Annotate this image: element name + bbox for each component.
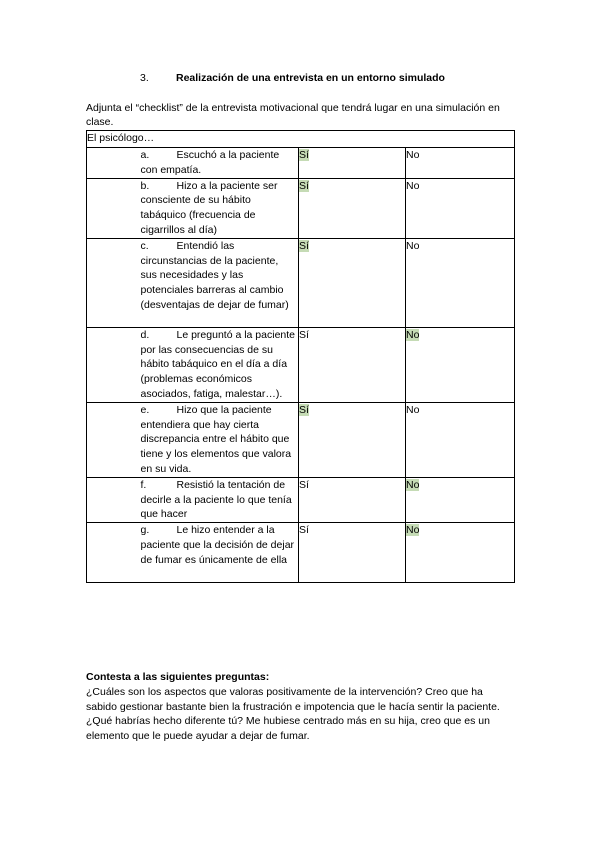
yes-option: Sí bbox=[299, 179, 309, 192]
checklist-row bbox=[87, 148, 515, 179]
checklist-row bbox=[87, 402, 515, 477]
checklist-item-cell bbox=[87, 523, 299, 583]
checklist-header: El psicólogo… bbox=[87, 131, 515, 148]
item-text: Hizo que la paciente entendiera que hay cierta discrepancia entre el hábito que tiene y los elementos que valora en su vida. bbox=[140, 403, 292, 475]
yes-option: Sí bbox=[299, 403, 309, 416]
checklist-item-cell bbox=[87, 178, 299, 238]
checklist-table bbox=[86, 130, 515, 583]
yes-cell bbox=[299, 327, 406, 402]
section-heading bbox=[140, 72, 445, 84]
yes-option: Sí bbox=[299, 478, 309, 491]
no-cell bbox=[406, 523, 515, 583]
yes-option: Sí bbox=[299, 239, 309, 252]
question-2: ¿Qué habrías hecho diferente tú? Me hubiese centrado más en su hija, creo que es un elemento que le puede ayudar a dejar de fumar. bbox=[86, 715, 490, 743]
checklist-item bbox=[141, 148, 297, 178]
checklist-item-cell bbox=[87, 477, 299, 522]
no-cell bbox=[406, 148, 515, 179]
item-text: Escuchó a la paciente con empatía. bbox=[140, 149, 280, 176]
section-number: 3. bbox=[140, 72, 149, 84]
checklist-item bbox=[141, 523, 297, 567]
no-option: No bbox=[406, 328, 420, 341]
checklist-item bbox=[141, 403, 297, 477]
item-letter: a. bbox=[140, 149, 150, 161]
yes-cell bbox=[299, 523, 406, 583]
yes-option: Sí bbox=[299, 328, 309, 341]
no-option: No bbox=[406, 149, 420, 161]
item-text: Hizo a la paciente ser consciente de su hábito tabáquico (frecuencia de cigarrillos al día) bbox=[140, 179, 278, 236]
checklist-header-row bbox=[87, 131, 515, 148]
checklist-row bbox=[87, 178, 515, 238]
yes-cell bbox=[299, 148, 406, 179]
yes-cell bbox=[299, 178, 406, 238]
item-text: Le preguntó a la paciente por las consecuencias de su hábito tabáquico en el día a día (problemas económicos asociados, fatiga, malestar…). bbox=[140, 328, 296, 400]
checklist-item bbox=[141, 179, 297, 238]
yes-cell bbox=[299, 238, 406, 327]
checklist-item bbox=[141, 239, 297, 313]
question-1: ¿Cuáles son los aspectos que valoras positivamente de la intervención? Creo que ha sabido gestionar bastante bien la frustración e impotencia que le hacía sentir la paciente. bbox=[86, 685, 500, 713]
item-text: Le hizo entender a la paciente que la decisión de dejar de fumar es únicamente de ella bbox=[140, 524, 295, 566]
checklist-item bbox=[141, 478, 297, 522]
checklist-item bbox=[141, 328, 297, 402]
no-cell bbox=[406, 178, 515, 238]
yes-option: Sí bbox=[299, 149, 309, 161]
no-cell bbox=[406, 477, 515, 522]
no-option: No bbox=[406, 179, 420, 192]
checklist-row bbox=[87, 477, 515, 522]
questions-section bbox=[86, 670, 516, 744]
item-letter: d. bbox=[140, 328, 150, 341]
checklist-row bbox=[87, 523, 515, 583]
no-cell bbox=[406, 402, 515, 477]
intro-paragraph: Adjunta el “checklist” de la entrevista motivacional que tendrá lugar en una simulación en clase. bbox=[86, 102, 500, 128]
yes-cell bbox=[299, 402, 406, 477]
checklist-item-cell bbox=[87, 402, 299, 477]
item-letter: c. bbox=[140, 239, 149, 252]
checklist-row bbox=[87, 327, 515, 402]
no-option: No bbox=[406, 403, 420, 416]
checklist-row bbox=[87, 238, 515, 327]
item-letter: f. bbox=[140, 478, 147, 491]
no-option: No bbox=[406, 524, 420, 537]
questions-heading: Contesta a las siguientes preguntas: bbox=[86, 671, 270, 683]
section-title: Realización de una entrevista en un entorno simulado bbox=[176, 72, 445, 84]
no-cell bbox=[406, 327, 515, 402]
item-text: Entendió las circunstancias de la paciente, sus necesidades y las potenciales barreras al cambio (desventajas de dejar de fumar) bbox=[140, 239, 289, 311]
no-cell bbox=[406, 238, 515, 327]
checklist-item-cell bbox=[87, 327, 299, 402]
no-option: No bbox=[406, 239, 420, 252]
item-text: Resistió la tentación de decirle a la paciente lo que tenía que hacer bbox=[140, 478, 292, 521]
yes-option: Sí bbox=[299, 524, 309, 537]
item-letter: b. bbox=[140, 179, 150, 192]
checklist-item-cell bbox=[87, 148, 299, 179]
checklist-item-cell bbox=[87, 238, 299, 327]
item-letter: g. bbox=[140, 524, 150, 537]
yes-cell bbox=[299, 477, 406, 522]
item-letter: e. bbox=[140, 403, 150, 416]
no-option: No bbox=[406, 478, 420, 491]
